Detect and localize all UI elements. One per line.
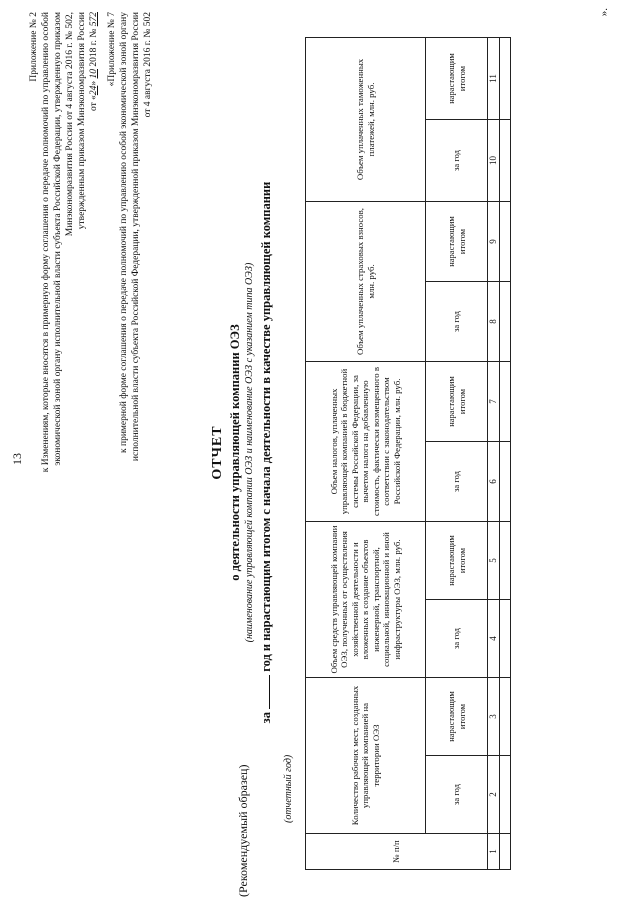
subheader-year: за год (426, 120, 488, 202)
table-cell (499, 120, 510, 202)
appendix-body: к Изменениям, которые вносятся в примерную форму соглашения о передаче полномочий по управлению особой экономической зоной органу исполнительной власти субъекта Российской Федерации, утвержденную приказом Минэкономразвития России от 4 августа 2016 г. № 502, (41, 12, 75, 473)
subheader-year: за год (426, 442, 488, 522)
table-cell (499, 834, 510, 870)
approved-month: 10 (89, 69, 99, 79)
header-jobs: Количество рабочих мест, созданных управляющей компанией на территории ОЭЗ (306, 678, 426, 834)
header-infrastructure-funds: Объем средств управляющей компании ОЭЗ, полученных от осуществления хозяйственной деятельности и вложенных в создание объектов инженерной, транспортной, социальной, инновационной и иной инфраструктуры ОЭЗ, млн. руб. (306, 522, 426, 678)
period-caption: (отчетный год) (283, 754, 294, 823)
column-number: 8 (488, 282, 500, 362)
subheader-year: за год (426, 600, 488, 678)
appendix-approved (76, 12, 100, 482)
subheader-year: за год (426, 282, 488, 362)
table-cell (499, 678, 510, 756)
subheader-total: нарастающим итогом (426, 362, 488, 442)
approved-number: 572 (89, 12, 99, 27)
period-prefix: за (259, 712, 273, 724)
report-table (305, 37, 511, 870)
subheader-total: нарастающим итогом (426, 678, 488, 756)
header-insurance: Объем уплаченных страховых взносов, млн. руб. (306, 202, 426, 362)
table-cell (499, 282, 510, 362)
table-row (499, 37, 510, 869)
column-number: 6 (488, 442, 500, 522)
subheader-total: нарастающим итогом (426, 522, 488, 600)
column-number: 5 (488, 522, 500, 600)
table-cell (499, 756, 510, 834)
header-customs: Объем уплаченных таможенных платежей, млн. руб. (306, 37, 426, 201)
column-number: 11 (488, 37, 500, 119)
header-taxes: Объем налогов, уплаченных управляющей компанией в бюджетной системы Российской Федерации, за вычетом налога на добавленную стоимость, фактически возмещенного в соответствии с законодательством Российской Федерации, млн. руб. (306, 362, 426, 522)
approved-year-part: 2018 г. № (89, 26, 99, 70)
report-title-block (210, 0, 274, 905)
report-title: ОТЧЕТ (210, 425, 225, 480)
column-number: 2 (488, 756, 500, 834)
closing-quote: ». (598, 8, 610, 17)
appendix-title: Приложение № 2 (29, 12, 39, 82)
appendix-header (28, 12, 154, 482)
table-cell (499, 522, 510, 600)
table-cell (499, 37, 510, 119)
column-number: 3 (488, 678, 500, 756)
table-cell (499, 600, 510, 678)
approved-mid: » (89, 78, 99, 86)
column-number: 4 (488, 600, 500, 678)
approved-date-prefix: от « (89, 95, 99, 112)
report-subtitle: о деятельности управляющей компании ОЭЗ (228, 324, 242, 581)
column-number: 9 (488, 202, 500, 282)
annex-body: к примерной форме соглашения о передаче полномочий по управлению особой экономической зоной органу исполнительной власти субъекта Российской Федерации, утвержденной приказом Минэкономразвития России (119, 12, 141, 462)
approved-prefix: утвержденным приказом Минэкономразвития России (77, 12, 87, 230)
column-number: 10 (488, 120, 500, 202)
header-row-number: № п/п (306, 834, 488, 870)
subheader-total: нарастающим итогом (426, 37, 488, 119)
period-suffix: год и нарастающим итогом с начала деятельности в качестве управляющей компании (259, 181, 273, 672)
table-cell (499, 442, 510, 522)
column-number: 7 (488, 362, 500, 442)
period-year-blank (269, 675, 270, 709)
annex-date: от 4 августа 2016 г. № 502 (143, 12, 153, 118)
column-number: 1 (488, 834, 500, 870)
table-cell (499, 362, 510, 442)
company-caption: (наименование управляющей компании ОЭЗ и наименование ОЭЗ с указанием типа ОЭЗ) (244, 262, 255, 643)
approved-day: 24 (89, 85, 99, 96)
annex-title: «Приложение № 7 (107, 12, 117, 87)
table-cell (499, 202, 510, 282)
period-line (259, 0, 274, 905)
column-number-row (488, 37, 500, 869)
page-number: 13 (10, 453, 24, 465)
recommended-sample-label: (Рекомендуемый образец) (236, 764, 250, 897)
subheader-total: нарастающим итогом (426, 202, 488, 282)
subheader-year: за год (426, 756, 488, 834)
